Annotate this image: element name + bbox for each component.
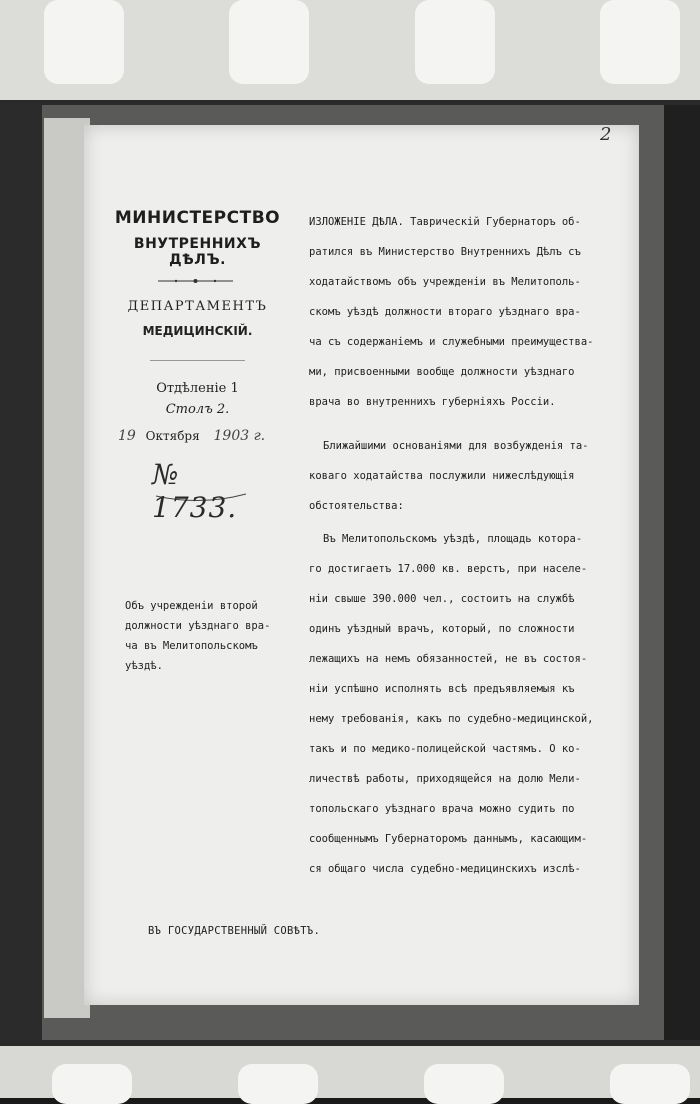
date-day: 19 [118, 428, 136, 444]
subject-line: ча въ Мелитопольскомъ [125, 640, 258, 652]
sprocket-hole [52, 1064, 132, 1104]
sprocket-hole [600, 0, 680, 84]
body-line: ходатайствомъ объ учрежденіи въ Мелитополь- [309, 276, 581, 288]
subject-line: уѣздѣ. [125, 660, 163, 672]
body-line: одинъ уѣздный врачъ, который, по сложности [309, 623, 575, 635]
body-line: ніи свыше 390.000 чел., состоитъ на службѣ [309, 593, 575, 605]
body-line: ніи успѣшно исполнять всѣ предъявляемыя къ [309, 683, 575, 695]
body-line: нему требованія, какъ по судебно-медицинской, [309, 713, 594, 725]
sprocket-hole [229, 0, 309, 84]
body-line: врача во внутреннихъ губерніяхъ Россіи. [309, 396, 556, 408]
department-label: ДЕПАРТАМЕНТЪ [127, 299, 268, 314]
subject-line: должности уѣзднаго вра- [125, 620, 271, 632]
department-block [110, 299, 285, 338]
ornament-divider [158, 278, 233, 284]
film-frame-left-edge [0, 105, 42, 1040]
sprocket-hole [415, 0, 495, 84]
addressee-label: ВЪ ГОСУДАРСТВЕННЫЙ СОВѢТЪ. [148, 925, 321, 937]
date-year: 1903 г. [213, 428, 266, 444]
body-line: скомъ уѣздѣ должности втораго уѣзднаго вра- [309, 306, 581, 318]
ministry-header [110, 208, 285, 268]
date-month: Октября [145, 429, 200, 443]
body-line: личествѣ работы, приходящейся на долю Мели- [309, 773, 581, 785]
body-line: коваго ходатайства послужили нижеслѣдующія [309, 470, 575, 482]
sprocket-hole [44, 0, 124, 84]
body-line: ми, присвоенными вообще должности уѣзднаго [309, 366, 575, 378]
body-line: ИЗЛОЖЕНІЕ ДѢЛА. Таврическій Губернаторъ об- [309, 216, 581, 228]
department-name: МЕДИЦИНСКІЙ. [142, 324, 253, 338]
table-line: Столъ 2. [165, 402, 230, 417]
ministry-subtitle: ВНУТРЕННИХЪ ДѢЛЪ. [133, 236, 262, 268]
registration-number [146, 456, 256, 524]
subject-block [125, 596, 295, 676]
body-line: топольскаго уѣзднаго врача можно судить по [309, 803, 575, 815]
body-line: го достигаетъ 17.000 кв. верстъ, при населе- [309, 563, 588, 575]
body-line: лежащихъ на немъ обязанностей, не въ состоя- [309, 653, 588, 665]
sprocket-hole [610, 1064, 690, 1104]
body-line: Въ Мелитопольскомъ уѣздѣ, площадь котора- [323, 533, 583, 545]
body-line: ча съ содержаніемъ и служебными преимущества- [309, 336, 594, 348]
sprocket-hole [424, 1064, 504, 1104]
section-line: Отдѣленіе 1 [156, 381, 239, 396]
body-line: такъ и по медико-полицейской частямъ. О ко- [309, 743, 581, 755]
page-number: 2 [600, 124, 612, 145]
registration-number-text: № 1733. [152, 458, 238, 524]
department-rule [150, 360, 245, 361]
body-line: обстоятельства: [309, 500, 404, 512]
body-line: ратился въ Министерство Внутреннихъ Дѣлъ съ [309, 246, 581, 258]
section-block [110, 378, 285, 420]
body-line: Ближайшими основаніями для возбужденія та- [323, 440, 589, 452]
body-line: сообщеннымъ Губернаторомъ даннымъ, касающим- [309, 833, 588, 845]
subject-line: Объ учрежденіи второй [125, 600, 258, 612]
ministry-title: МИНИСТЕРСТВО [114, 208, 281, 228]
body-line: ся общаго числа судебно-медицинскихъ изслѣ- [309, 863, 581, 875]
date-line [118, 428, 288, 444]
film-frame-right-edge [664, 105, 700, 1040]
sprocket-hole [238, 1064, 318, 1104]
